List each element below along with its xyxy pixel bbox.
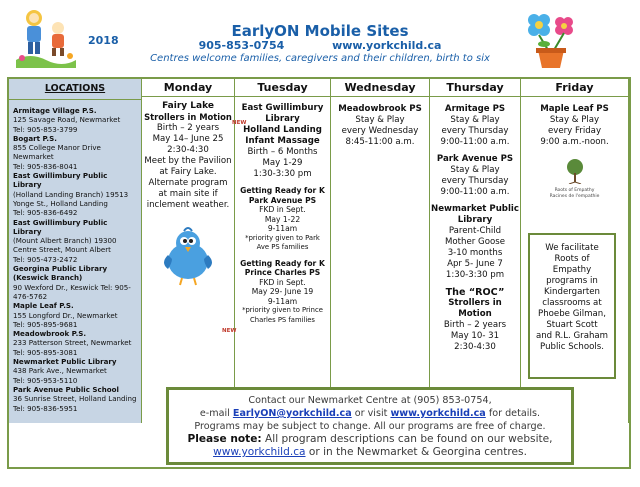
page-title: EarlyON Mobile Sites: [231, 22, 409, 40]
location-item: Meadowbrook P.S. 233 Patterson Street, Newmarket Tel: 905-895-3081: [13, 329, 132, 357]
wednesday-column: [331, 79, 430, 423]
footer-contact-line: Contact our Newmarket Centre at (905) 853-0754,: [248, 395, 492, 406]
thursday-program-roc: The “ROC” Strollers in Motion Birth – 2 years May 10- 31 2:30-4:30: [443, 287, 507, 352]
roots-of-empathy-logo: Roots of Empathy Racines de l'empathie: [545, 158, 605, 199]
page-subtitle: Centres welcome families, caregivers and their children, birth to six: [150, 53, 490, 64]
thursday-column: [430, 79, 521, 423]
phone-number: 905-853-0754: [198, 39, 285, 52]
day-header-friday: Friday: [521, 79, 628, 97]
tuesday-program-infant-massage: East Gwillimbury Library Holland Landing Infant Massage Birth – 6 Months May 1-29 1:30-3:30 pm: [241, 103, 324, 179]
locations-list: [9, 100, 141, 413]
footer-change-notice: Programs may be subject to change. All our programs are free of charge.: [194, 421, 546, 432]
location-item: Park Avenue Public School 36 Sunrise Street, Holland Landing Tel: 905-836-5951: [13, 384, 137, 413]
location-item: Maple Leaf P.S. 155 Longford Dr., Newmarket Tel: 905-895-9681: [13, 301, 118, 329]
thursday-program-park-avenue: Park Avenue PS Stay & Play every Thursday 9:00-11:00 a.m.: [436, 154, 514, 197]
monday-column: [142, 79, 235, 423]
location-item: East Gwillimbury Public Library (Mount Albert Branch) 19300 Centre Street, Mount Albert Tel: 905-473-2472: [13, 217, 117, 264]
day-header-wednesday: Wednesday: [331, 79, 429, 97]
location-item: Newmarket Public Library 438 Park Ave., Newmarket Tel: 905-953-5110: [13, 357, 117, 385]
year-label: 2018: [88, 34, 119, 47]
website-link[interactable]: www.yorkchild.ca: [332, 39, 442, 52]
day-header-tuesday: Tuesday: [235, 79, 330, 97]
footer-email-line: e-mail EarlyON@yorkchild.ca or visit www.yorkchild.ca for details.: [199, 408, 541, 419]
tuesday-column: [235, 79, 331, 423]
monday-program: Fairy Lake Strollers in Motion Birth – 2 years May 14– June 25 2:30-4:30 Meet by the Pavilion at Fairy Lake. Alternate program at main site if inclement weather.: [144, 101, 232, 210]
thursday-program-armitage: Armitage PS Stay & Play every Thursday 9:00-11:00 a.m.: [440, 104, 510, 147]
tuesday-program-park-avenue: Getting Ready for K Park Avenue PS FKD in Sept. May 1-22 9-11am *priority given to Park Ave PS families: [240, 186, 325, 251]
day-header-thursday: Thursday: [430, 79, 520, 97]
contact-footer: [166, 387, 574, 465]
locations-sidebar: [9, 79, 142, 423]
new-badge-icon: NEW: [232, 120, 247, 126]
contact-line: [0, 39, 640, 52]
location-item: Armitage Village P.S. 125 Savage Road, Newmarket Tel: 905-853-3799: [13, 106, 121, 134]
location-item: Georgina Public Library (Keswick Branch) 90 Wexford Dr., Keswick Tel: 905- 476-5762: [13, 264, 131, 301]
footer-website-link[interactable]: www.yorkchild.ca: [390, 408, 486, 419]
roots-of-empathy-box: We facilitate Roots of Empathy programs in Kindergarten classrooms at Phoebe Gilman, Stuart Scott and R.L. Graham Public Schools.: [528, 233, 616, 379]
day-header-monday: Monday: [142, 79, 234, 97]
locations-title: LOCATIONS: [9, 79, 141, 100]
tree-icon: [563, 158, 587, 184]
footer-note-continued: www.yorkchild.ca or in the Newmarket & Georgina centres.: [213, 446, 527, 458]
email-link[interactable]: EarlyON@yorkchild.ca: [232, 408, 352, 419]
location-item: Bogart P.S. 855 College Manor Drive Newmarket Tel: 905-836-8041: [13, 133, 101, 171]
tuesday-program-prince-charles: Getting Ready for K Prince Charles PS FKD in Sept. May 29- June 19 9-11am *priority given to Prince Charles PS families: [240, 258, 325, 324]
location-item: East Gwillimbury Public Library (Holland Landing Branch) 19513 Yonge St., Holland Landing Tel: 905-836-6492: [13, 171, 129, 218]
footer-website-link-2[interactable]: www.yorkchild.ca: [213, 446, 306, 458]
footer-note: Please note: All program descriptions can be found on our website,: [187, 433, 553, 445]
wednesday-program: Meadowbrook PS Stay & Play every Wednesday 8:45-11:00 a.m.: [338, 104, 422, 147]
thursday-program-mother-goose: Newmarket Public Library Parent-Child Mother Goose 3-10 months Apr 5- June 7 1:30-3:30 pm: [431, 204, 519, 280]
friday-program: Maple Leaf PS Stay & Play every Friday 9:00 a.m.-noon.: [540, 104, 609, 147]
bird-icon: [158, 223, 218, 287]
new-badge-icon: NEW: [222, 328, 237, 334]
